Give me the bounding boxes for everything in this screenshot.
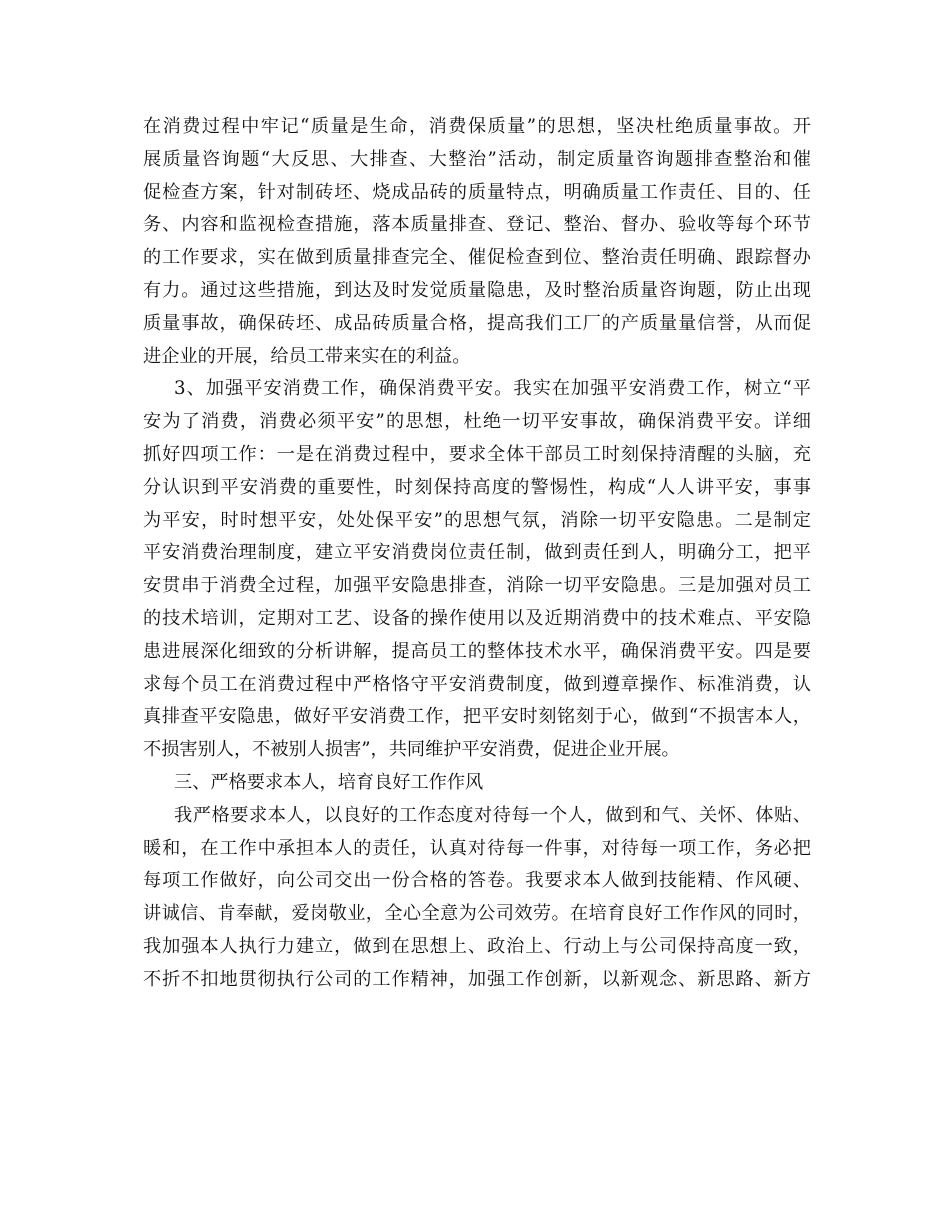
text-line: 每项工作做好，向公司交出一份合格的答卷。我要求本人做到技能精、作风硬、 <box>143 870 811 892</box>
text-line: 讲诚信、肯奉献，爱岗敬业，全心全意为公司效劳。在培育良好工作作风的同时， <box>143 903 811 925</box>
text-line: 患进展深化细致的分析讲解，提高员工的整体技术水平，确保消费平安。四是要 <box>143 640 811 662</box>
text-line: 有力。通过这些措施，到达及时发觉质量隐患，及时整治质量咨询题，防止出现 <box>143 279 811 301</box>
text-line: 平安消费治理制度，建立平安消费岗位责任制，做到责任到人，明确分工，把平 <box>143 542 811 564</box>
text-line: 务、内容和监视检查措施，落本质量排查、登记、整治、督办、验收等每个环节 <box>143 214 811 236</box>
text-line: 真排查平安隐患，做好平安消费工作，把平安时刻铭刻于心，做到“不损害本人， <box>143 706 811 728</box>
text-line: 的技术培训，定期对工艺、设备的操作使用以及近期消费中的技术难点、平安隐 <box>143 607 811 629</box>
text-line: 3、加强平安消费工作，确保消费平安。我实在加强平安消费工作，树立“平 <box>174 378 811 400</box>
text-line: 质量事故，确保砖坯、成品砖质量合格，提高我们工厂的产质量量信誉，从而促 <box>143 312 811 334</box>
text-line: 促检查方案，针对制砖坯、烧成品砖的质量特点，明确质量工作责任、目的、任 <box>143 181 811 203</box>
text-line: 不损害别人，不被别人损害”，共同维护平安消费，促进企业开展。 <box>143 739 680 761</box>
text-line: 进企业的开展，给员工带来实在的利益。 <box>143 345 471 367</box>
text-line: 安贯串于消费全过程，加强平安隐患排查，消除一切平安隐患。三是加强对员工 <box>143 575 811 597</box>
text-line: 抓好四项工作：一是在消费过程中，要求全体干部员工时刻保持清醒的头脑，充 <box>143 443 811 465</box>
text-line: 的工作要求，实在做到质量排查完全、催促检查到位、整治责任明确、跟踪督办 <box>143 247 811 269</box>
document-body-text <box>143 111 811 997</box>
text-line: 分认识到平安消费的重要性，时刻保持高度的警惕性，构成“人人讲平安，事事 <box>143 476 811 498</box>
text-line: 为平安，时时想平安，处处保平安”的思想气氛，消除一切平安隐患。二是制定 <box>143 509 811 531</box>
text-line: 求每个员工在消费过程中严格恪守平安消费制度，做到遵章操作、标准消费，认 <box>143 673 811 695</box>
text-line: 展质量咨询题“大反思、大排查、大整治”活动，制定质量咨询题排查整治和催 <box>143 148 811 170</box>
text-line: 暖和，在工作中承担本人的责任，认真对待每一件事，对待每一项工作，务必把 <box>143 837 811 859</box>
text-line: 不折不扣地贯彻执行公司的工作精神，加强工作创新，以新观念、新思路、新方 <box>143 968 811 990</box>
text-line: 三、严格要求本人，培育良好工作作风 <box>174 771 484 793</box>
text-line: 在消费过程中牢记“质量是生命，消费保质量”的思想，坚决杜绝质量事故。开 <box>143 116 811 137</box>
text-line: 安为了消费，消费必须平安”的思想，杜绝一切平安事故，确保消费平安。详细 <box>143 411 811 433</box>
text-line: 我严格要求本人，以良好的工作态度对待每一个人，做到和气、关怀、体贴、 <box>174 804 811 826</box>
text-line: 我加强本人执行力建立，做到在思想上、政治上、行动上与公司保持高度一致， <box>143 935 811 957</box>
